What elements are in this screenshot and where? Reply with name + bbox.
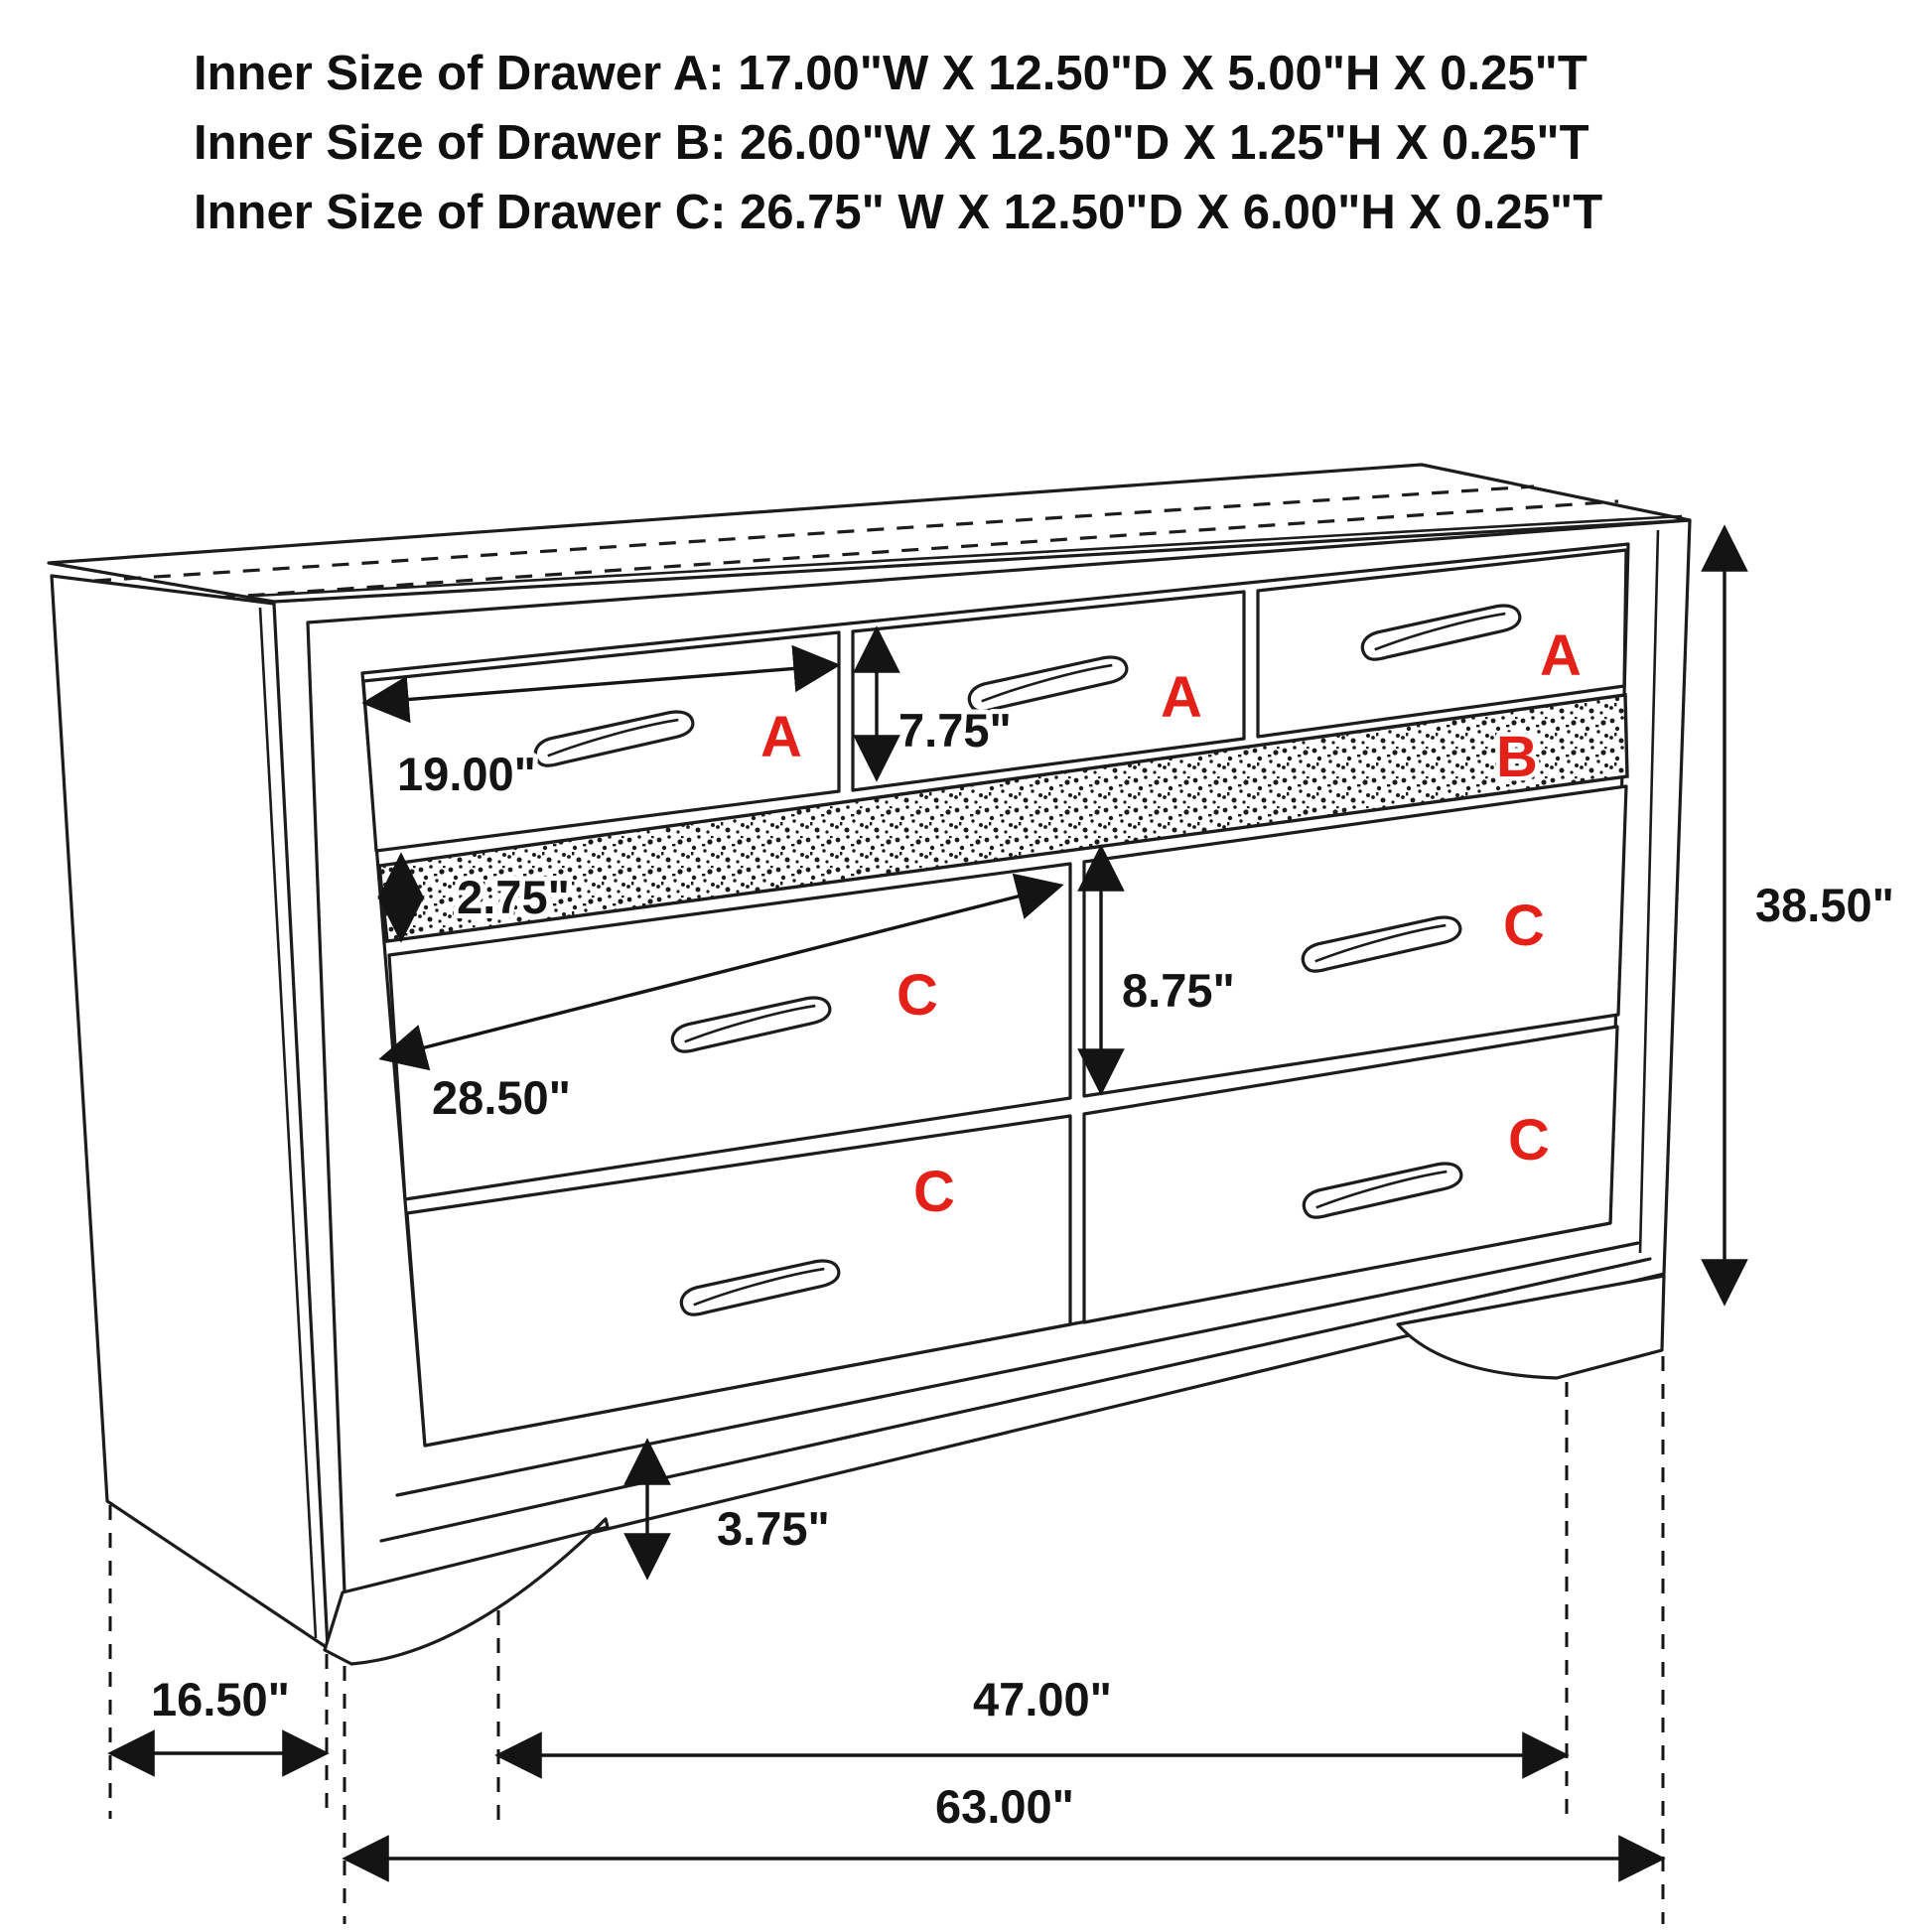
label-drawer-a2: A <box>1161 665 1202 730</box>
dimension-label-overall-width: 63.00" <box>935 1780 1074 1833</box>
dimension-label-overall-height: 38.50" <box>1755 879 1894 931</box>
header-note <box>194 47 1602 239</box>
dimension-label-foot-height: 3.75" <box>717 1502 830 1555</box>
header-line-drawer-c: Inner Size of Drawer C: 26.75" W X 12.50"D X 6.00"H X 0.25"T <box>194 186 1603 239</box>
dimension-label-drawer-a-height: 7.75" <box>898 704 1012 757</box>
dimension-label-drawer-c-width: 28.50" <box>432 1071 571 1124</box>
label-drawer-c-bottom-left: C <box>913 1160 955 1224</box>
label-drawer-c-top-right: C <box>1503 894 1545 958</box>
label-drawer-c-bottom-right: C <box>1508 1108 1550 1173</box>
dimension-label-drawer-a-width: 19.00" <box>397 748 536 800</box>
dimension-side-depth <box>111 1673 326 1753</box>
dresser-drawing <box>49 465 1690 1664</box>
label-drawer-c-top-left: C <box>897 963 938 1028</box>
dimension-overall-width <box>345 1780 1662 1859</box>
dimension-feet-span <box>498 1673 1566 1755</box>
header-line-drawer-a: Inner Size of Drawer A: 17.00"W X 12.50"D X 5.00"H X 0.25"T <box>194 47 1587 100</box>
dimension-label-feet-span: 47.00" <box>973 1673 1112 1725</box>
dimension-label-drawer-b-height: 2.75" <box>457 871 570 923</box>
label-drawer-a1: A <box>760 705 802 769</box>
dimension-label-side-depth: 16.50" <box>151 1673 290 1725</box>
dimension-label-drawer-c-height: 8.75" <box>1122 964 1235 1017</box>
label-drawer-b: B <box>1496 725 1538 789</box>
dimension-overall-height <box>1725 528 1894 1303</box>
label-drawer-a3: A <box>1540 623 1582 688</box>
header-line-drawer-b: Inner Size of Drawer B: 26.00"W X 12.50"D X 1.25"H X 0.25"T <box>194 116 1589 170</box>
